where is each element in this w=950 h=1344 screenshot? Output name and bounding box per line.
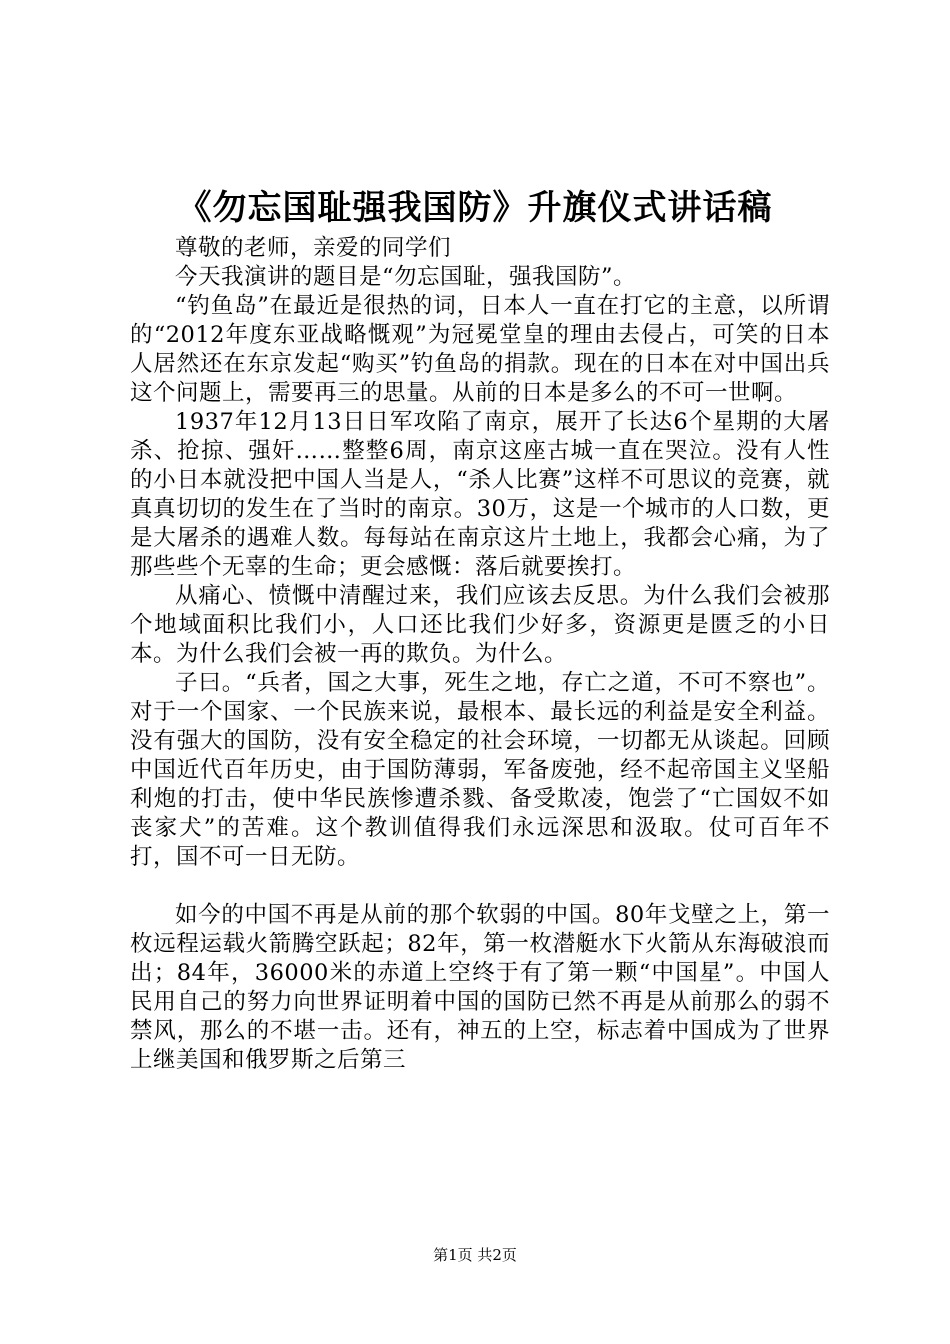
paragraph-national-defense: 子曰。“兵者，国之大事，死生之地，存亡之道，不可不察也”。对于一个国家、一个民族来说，最根本、最长远的利益是安全利益。没有强大的国防，没有安全稳定的社会环境，一切都无从谈起。回顾中国近代百年历史，由于国防薄弱，军备废弛，经不起帝国主义坚船利炮的打击，使中华民族惨遭杀戮、备受欺凌，饱尝了“亡国奴不如丧家犬”的苦难。这个教训值得我们永远深思和汲取。仗可百年不打，国不可一日无防。: [130, 670, 830, 870]
document-body: [130, 234, 830, 1075]
paragraph-topic: 今天我演讲的题目是“勿忘国耻，强我国防”。: [175, 264, 637, 290]
paragraph-modern-china: 如今的中国不再是从前的那个软弱的中国。80年戈壁之上，第一枚远程运载火箭腾空跃起；82年，第一枚潜艇水下火箭从东海破浪而出；84年，36000米的赤道上空终于有了第一颗“中国星”。中国人民用自己的努力向世界证明着中国的国防已然不再是从前那么的弱不禁风，那么的不堪一击。还有，神五的上空，标志着中国成为了世界上继美国和俄罗斯之后第三: [130, 902, 830, 1073]
paragraph-diaoyu-island: “钓鱼岛”在最近是很热的词，日本人一直在打它的主意，以所谓的“2012年度东亚战略慨观”为冠冕堂皇的理由去侵占，可笑的日本人居然还在东京发起“购买”钓鱼岛的捐款。现在的日本在对中国出兵这个问题上，需要再三的思量。从前的日本是多么的不可一世啊。: [130, 293, 830, 406]
document-title: 《勿忘国耻强我国防》升旗仪式讲话稿: [177, 188, 773, 228]
page-indicator: 第1页 共2页: [433, 1246, 517, 1264]
paragraph-nanjing: 1937年12月13日日军攻陷了南京，展开了长达6个星期的大屠杀、抢掠、强奸……整整6周，南京这座古城一直在哭泣。没有人性的小日本就没把中国人当是人，“杀人比赛”这样不可思议的竞赛，就真真切切的发生在了当时的南京。30万，这是一个城市的人口数，更是大屠杀的遇难人数。每每站在南京这片土地上，我都会心痛，为了那些些个无辜的生命；更会感慨：落后就要挨打。: [130, 409, 830, 580]
paragraph-reflection: 从痛心、愤慨中清醒过来，我们应该去反思。为什么我们会被那个地域面积比我们小，人口还比我们少好多，资源更是匮乏的小日本。为什么我们会被一再的欺负。为什么。: [130, 583, 830, 667]
paragraph-greeting: 尊敬的老师，亲爱的同学们: [175, 235, 452, 261]
